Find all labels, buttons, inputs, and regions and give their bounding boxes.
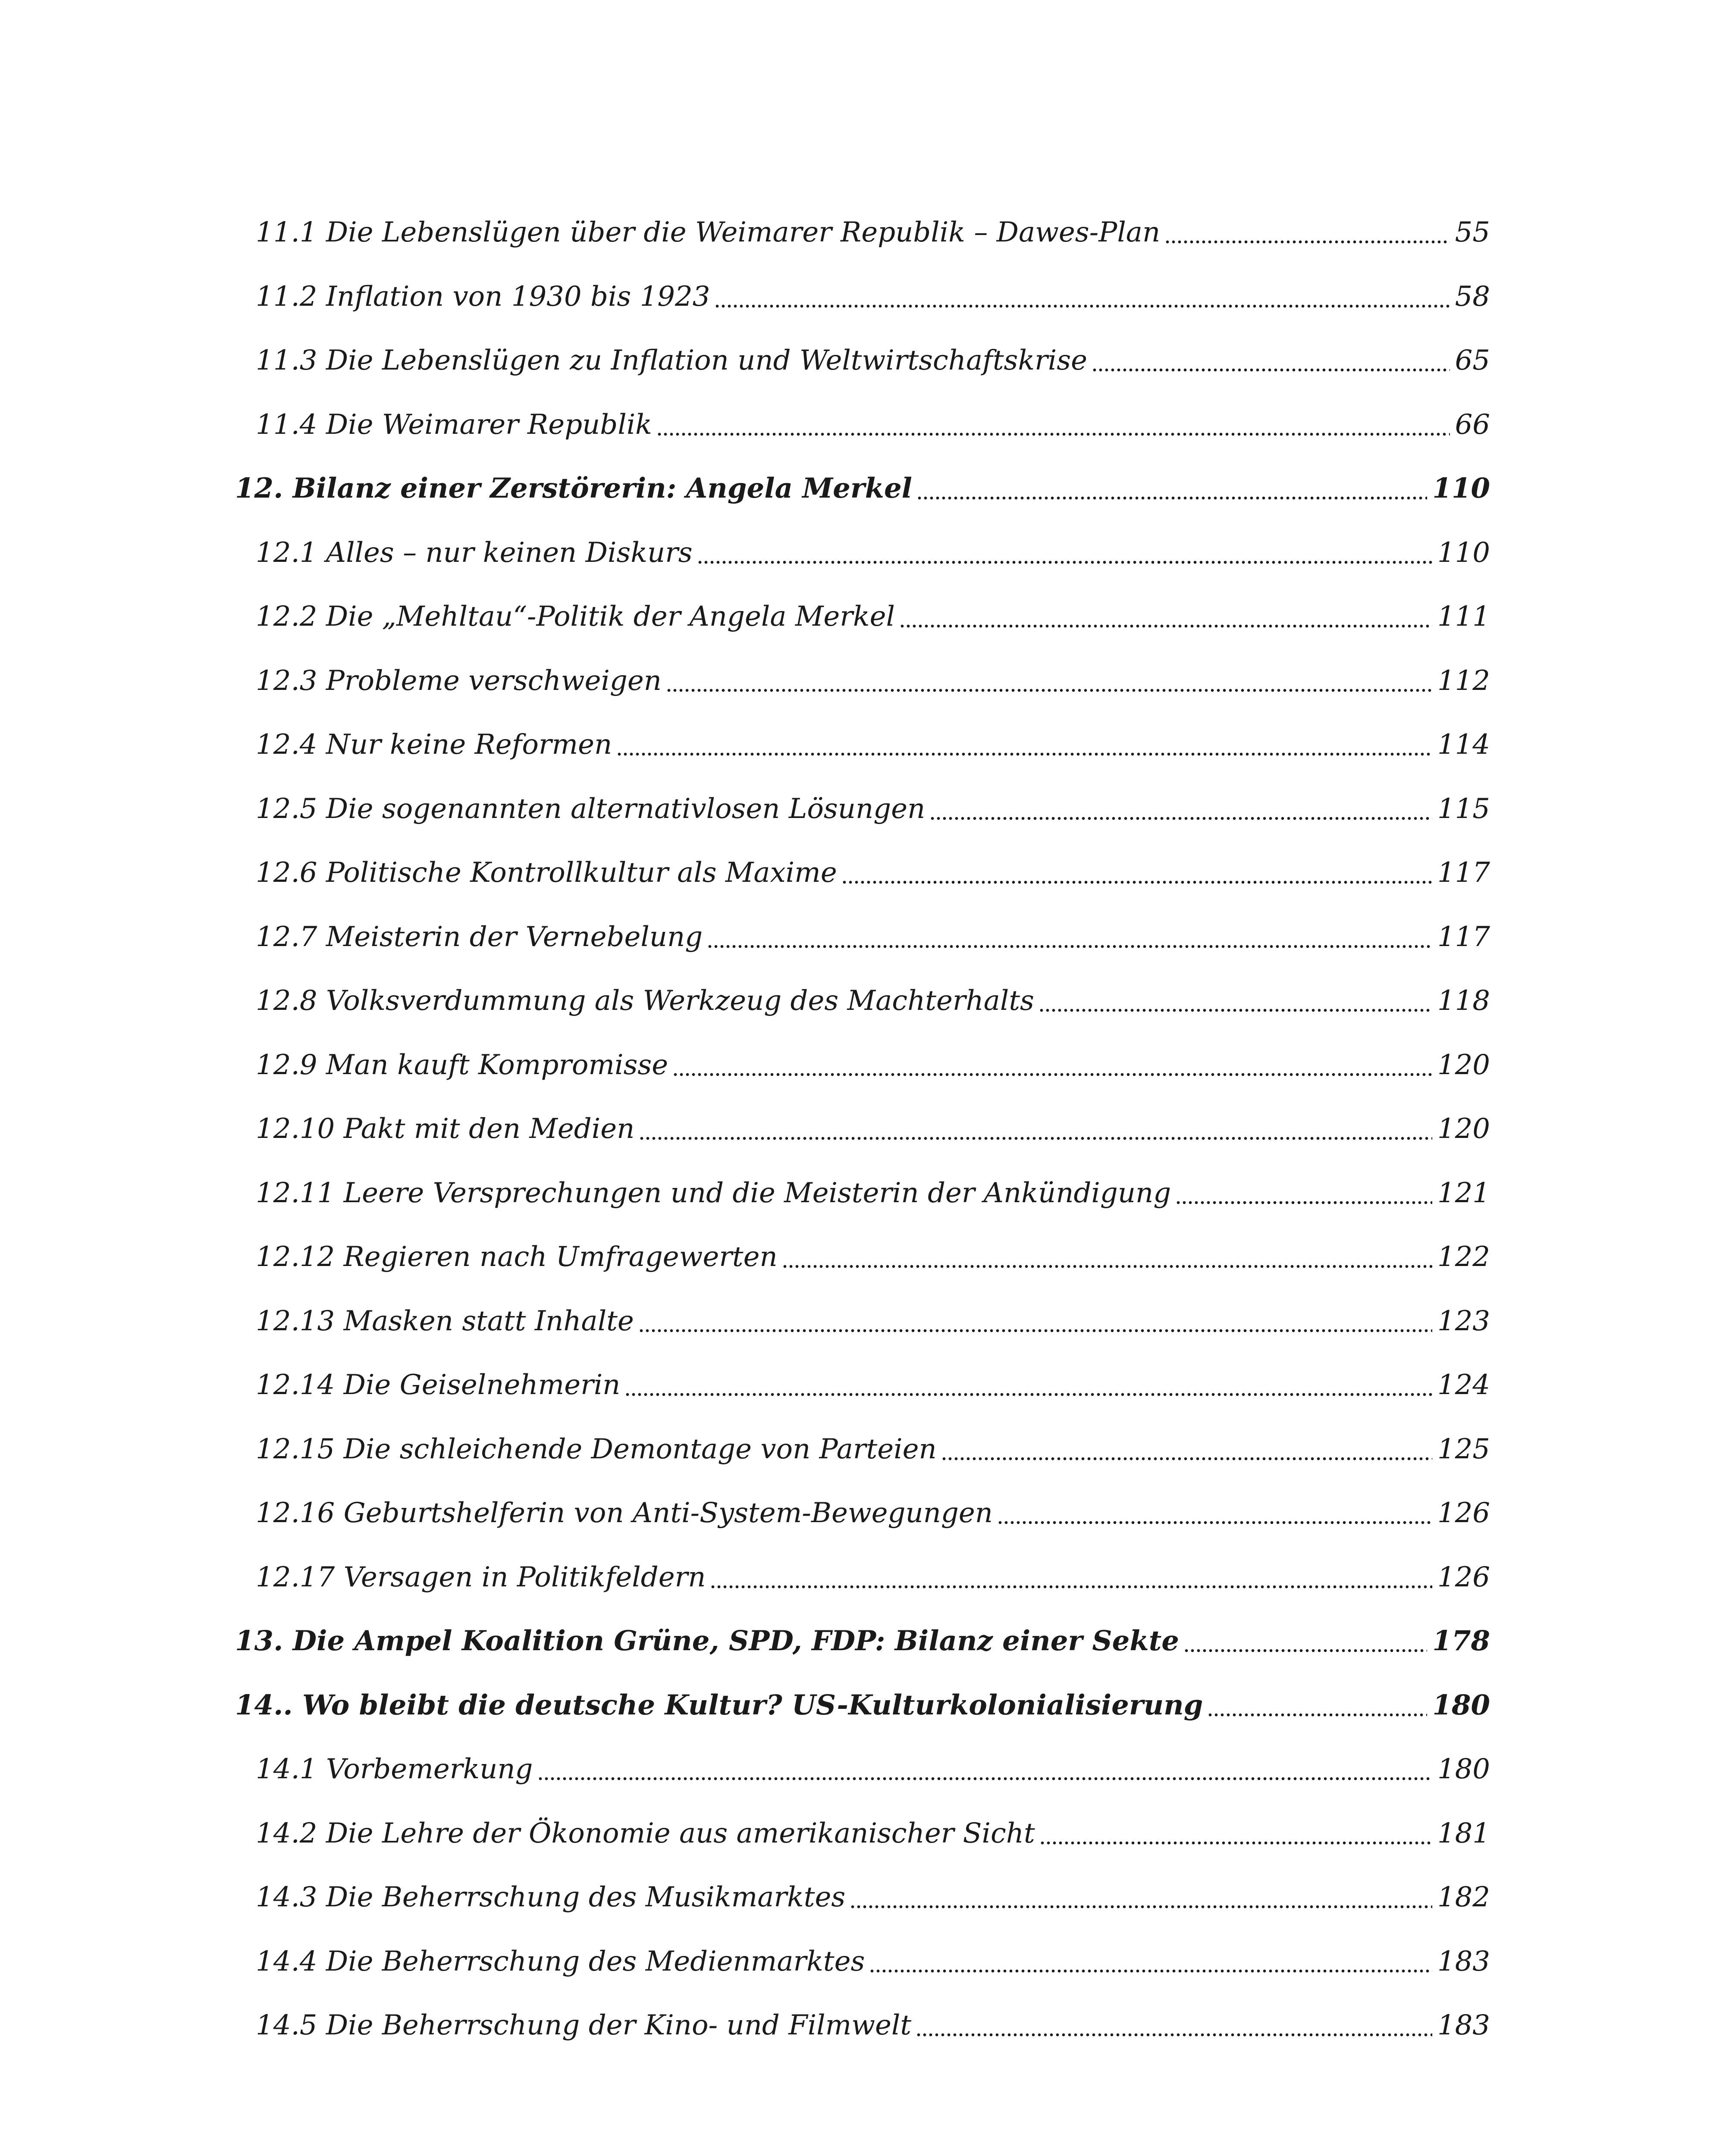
toc-entry-title: 12.10 Pakt mit den Medien	[256, 1113, 635, 1145]
toc-entry-page-number: 121	[1437, 1177, 1490, 1209]
toc-section-entry	[235, 969, 1490, 1033]
toc-section-entry	[235, 1161, 1490, 1225]
toc-entry-page-number: 180	[1432, 1689, 1490, 1721]
toc-entry-page-number: 178	[1432, 1625, 1490, 1658]
toc-dot-leader	[1039, 987, 1432, 1015]
toc-dot-leader	[656, 411, 1450, 439]
toc-entry-page-number: 65	[1455, 345, 1490, 377]
toc-entry-page-number: 181	[1437, 1817, 1490, 1849]
toc-section-entry	[235, 777, 1490, 841]
toc-entry-page-number: 182	[1437, 1881, 1490, 1914]
toc-dot-leader	[537, 1755, 1432, 1783]
toc-dot-leader	[997, 1499, 1432, 1527]
toc-section-entry	[235, 841, 1490, 905]
toc-entry-title: 11.2 Inflation von 1930 bis 1923	[256, 280, 710, 313]
toc-entry-title: 12.8 Volksverdummung als Werkzeug des Machterhalts	[256, 985, 1034, 1017]
toc-entry-title: 12.9 Man kauft Kompromisse	[256, 1049, 668, 1081]
toc-entry-page-number: 125	[1437, 1433, 1490, 1465]
toc-entry-title: 12.2 Die „Mehltau“-Politik der Angela Merkel	[256, 601, 895, 633]
toc-entry-title: 12.16 Geburtshelferin von Anti-System-Bewegungen	[256, 1497, 993, 1529]
toc-dot-leader	[916, 475, 1427, 502]
toc-section-entry	[235, 201, 1490, 265]
toc-section-entry	[235, 1289, 1490, 1354]
table-of-contents	[235, 201, 1490, 2058]
toc-dot-leader	[710, 1564, 1432, 1591]
toc-entry-page-number: 120	[1437, 1113, 1490, 1145]
toc-entry-page-number: 110	[1437, 536, 1490, 569]
toc-dot-leader	[616, 731, 1432, 758]
toc-entry-page-number: 126	[1437, 1561, 1490, 1593]
toc-entry-page-number: 118	[1437, 985, 1490, 1017]
toc-entry-title: 12.6 Politische Kontrollkultur als Maxime	[256, 857, 837, 889]
toc-dot-leader	[624, 1371, 1432, 1399]
toc-section-entry	[235, 1802, 1490, 1866]
toc-entry-page-number: 124	[1437, 1369, 1490, 1401]
toc-entry-title: 12.1 Alles – nur keinen Diskurs	[256, 536, 693, 569]
toc-entry-title: 12.17 Versagen in Politikfeldern	[256, 1561, 706, 1593]
toc-section-entry	[235, 1225, 1490, 1289]
toc-entry-page-number: 55	[1455, 216, 1490, 249]
toc-entry-page-number: 111	[1437, 601, 1490, 633]
toc-dot-leader	[941, 1435, 1432, 1463]
toc-dot-leader	[1183, 1627, 1427, 1655]
toc-entry-title: 14.3 Die Beherrschung des Musikmarktes	[256, 1881, 846, 1914]
toc-dot-leader	[929, 795, 1432, 823]
toc-chapter-entry	[235, 457, 1490, 521]
toc-entry-title: 12.12 Regieren nach Umfragewerten	[256, 1241, 778, 1273]
toc-entry-title: 14.4 Die Beherrschung des Medienmarktes	[256, 1945, 865, 1977]
toc-entry-page-number: 183	[1437, 2009, 1490, 2042]
toc-entry-title: 13. Die Ampel Koalition Grüne, SPD, FDP: Bilanz einer Sekte	[235, 1625, 1179, 1658]
toc-entry-page-number: 126	[1437, 1497, 1490, 1529]
toc-section-entry	[235, 905, 1490, 969]
toc-dot-leader	[1175, 1179, 1432, 1207]
toc-entry-page-number: 58	[1455, 280, 1490, 313]
toc-section-entry	[235, 329, 1490, 393]
toc-entry-title: 11.4 Die Weimarer Republik	[256, 408, 652, 441]
toc-dot-leader	[869, 1948, 1432, 1975]
toc-section-entry	[235, 585, 1490, 649]
toc-section-entry	[235, 393, 1490, 457]
toc-entry-page-number: 122	[1437, 1241, 1490, 1273]
toc-dot-leader	[638, 1307, 1432, 1335]
toc-entry-title: 12.3 Probleme verschweigen	[256, 664, 662, 697]
toc-dot-leader	[1092, 347, 1450, 374]
toc-section-entry	[235, 649, 1490, 713]
toc-entry-page-number: 110	[1432, 472, 1490, 505]
toc-entry-title: 12.11 Leere Versprechungen und die Meisterin der Ankündigung	[256, 1177, 1171, 1209]
toc-section-entry	[235, 1737, 1490, 1802]
toc-entry-title: 12.7 Meisterin der Vernebelung	[256, 921, 703, 953]
toc-section-entry	[235, 713, 1490, 777]
toc-chapter-entry	[235, 1673, 1490, 1738]
toc-chapter-entry	[235, 1609, 1490, 1673]
toc-entry-page-number: 183	[1437, 1945, 1490, 1977]
toc-entry-title: 12.4 Nur keine Reformen	[256, 729, 612, 761]
toc-dot-leader	[841, 859, 1432, 887]
toc-section-entry	[235, 1033, 1490, 1097]
toc-entry-page-number: 117	[1437, 857, 1490, 889]
toc-section-entry	[235, 1417, 1490, 1482]
toc-section-entry	[235, 1865, 1490, 1930]
toc-entry-page-number: 115	[1437, 793, 1490, 825]
toc-section-entry	[235, 1481, 1490, 1545]
toc-entry-title: 12.5 Die sogenannten alternativlosen Lösungen	[256, 793, 926, 825]
toc-entry-title: 12.15 Die schleichende Demontage von Parteien	[256, 1433, 937, 1465]
toc-section-entry	[235, 265, 1490, 329]
toc-section-entry	[235, 1993, 1490, 2058]
toc-dot-leader	[714, 283, 1450, 310]
toc-dot-leader	[782, 1243, 1432, 1271]
toc-dot-leader	[850, 1883, 1432, 1911]
toc-dot-leader	[697, 539, 1432, 567]
toc-entry-title: 12.13 Masken statt Inhalte	[256, 1305, 634, 1337]
toc-section-entry	[235, 521, 1490, 585]
toc-entry-page-number: 123	[1437, 1305, 1490, 1337]
toc-dot-leader	[707, 923, 1432, 951]
toc-section-entry	[235, 1930, 1490, 1994]
toc-entry-title: 14.5 Die Beherrschung der Kino- und Filmwelt	[256, 2009, 912, 2042]
toc-entry-page-number: 114	[1437, 729, 1490, 761]
toc-dot-leader	[1164, 219, 1450, 246]
toc-section-entry	[235, 1353, 1490, 1417]
toc-entry-page-number: 180	[1437, 1753, 1490, 1786]
toc-entry-title: 14.2 Die Lehre der Ökonomie aus amerikanischer Sicht	[256, 1817, 1035, 1849]
toc-dot-leader	[639, 1115, 1432, 1143]
toc-section-entry	[235, 1545, 1490, 1610]
toc-section-entry	[235, 1097, 1490, 1161]
toc-dot-leader	[899, 603, 1432, 630]
toc-dot-leader	[1039, 1820, 1432, 1847]
toc-entry-page-number: 112	[1437, 664, 1490, 697]
toc-entry-title: 11.1 Die Lebenslügen über die Weimarer Republik – Dawes-Plan	[256, 216, 1161, 249]
toc-entry-title: 14.1 Vorbemerkung	[256, 1753, 533, 1786]
toc-entry-page-number: 117	[1437, 921, 1490, 953]
toc-dot-leader	[672, 1051, 1432, 1079]
toc-dot-leader	[666, 667, 1432, 695]
toc-dot-leader	[916, 2012, 1432, 2039]
toc-dot-leader	[1207, 1692, 1427, 1719]
toc-entry-title: 12.14 Die Geiselnehmerin	[256, 1369, 621, 1401]
toc-entry-title: 11.3 Die Lebenslügen zu Inflation und Weltwirtschaftskrise	[256, 345, 1087, 377]
toc-entry-title: 14.. Wo bleibt die deutsche Kultur? US-Kulturkolonialisierung	[235, 1689, 1203, 1721]
toc-entry-page-number: 66	[1455, 408, 1490, 441]
toc-entry-title: 12. Bilanz einer Zerstörerin: Angela Merkel	[235, 472, 912, 505]
toc-entry-page-number: 120	[1437, 1049, 1490, 1081]
